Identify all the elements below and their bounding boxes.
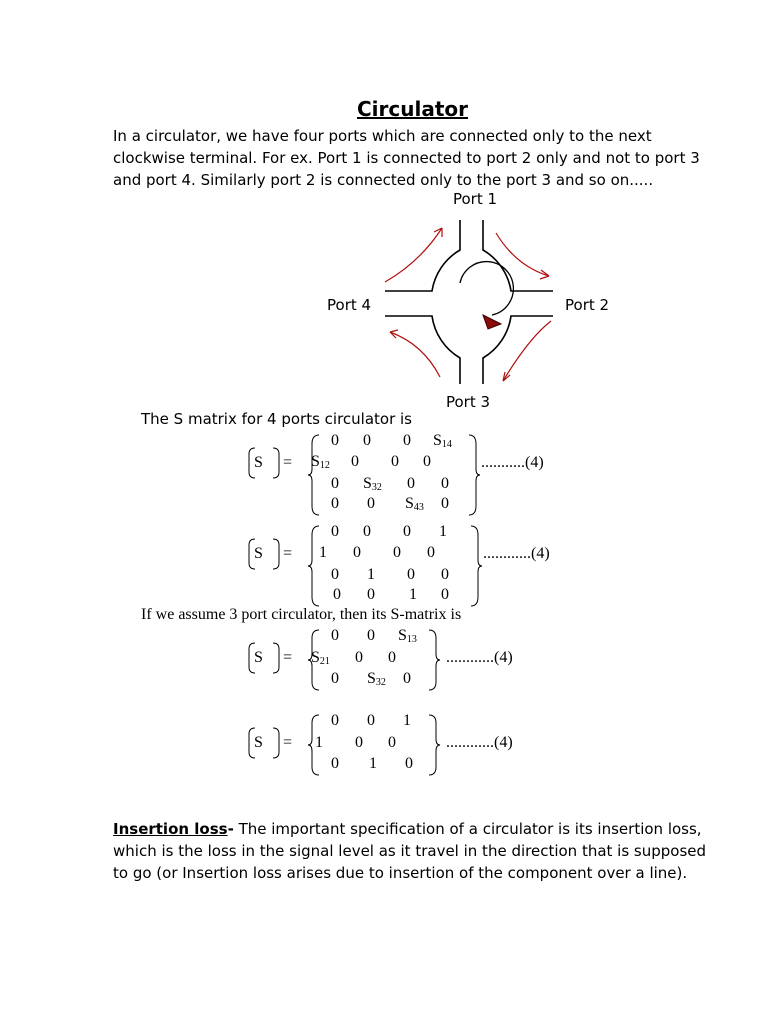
m4-cell: 0 <box>405 755 413 772</box>
m2-cell: 0 <box>393 544 401 561</box>
m4-cell: 1 <box>403 712 411 729</box>
m3-cell: 0 <box>403 670 411 687</box>
m2-cell: 0 <box>331 566 339 583</box>
m3-cell: $S_{13}$ <box>398 627 417 645</box>
insertion-loss-heading: Insertion loss <box>113 820 228 838</box>
insertion-loss-paragraph <box>113 818 713 884</box>
equals-sign: = <box>283 545 293 562</box>
equation-number: ............(4) <box>446 734 513 751</box>
m2-cell: 0 <box>333 586 341 603</box>
m2-cell: 0 <box>407 566 415 583</box>
three-port-intro: If we assume 3 port circulator, then its S-matrix is <box>141 606 462 623</box>
page-title: Circulator <box>356 97 468 121</box>
m2-cell: 1 <box>367 566 375 583</box>
m2-cell: 0 <box>403 523 411 540</box>
m3-cell: 0 <box>388 649 396 666</box>
m1-cell: 0 <box>407 475 415 492</box>
equals-sign: = <box>283 649 293 666</box>
m4-cell: 1 <box>315 734 323 751</box>
matrix-3port-values <box>245 712 545 776</box>
port-1-label: Port 1 <box>452 190 498 208</box>
m4-cell: 0 <box>388 734 396 751</box>
m1-cell: $S_{14}$ <box>433 432 452 450</box>
port-4-label: Port 4 <box>327 296 372 314</box>
m4-cell: 0 <box>367 712 375 729</box>
m2-cell: 1 <box>439 523 447 540</box>
m1-cell: 0 <box>363 432 371 449</box>
port-3-label: Port 3 <box>445 393 491 411</box>
m2-cell: 0 <box>441 586 449 603</box>
matrix-4port-general <box>245 432 585 516</box>
m3-cell: $S_{32}$ <box>367 670 386 688</box>
m4-cell: 0 <box>331 755 339 772</box>
matrix-lhs: S <box>254 545 263 562</box>
m1-cell: 0 <box>441 475 449 492</box>
m4-cell: 1 <box>369 755 377 772</box>
port-2-label: Port 2 <box>565 296 610 314</box>
m4-cell: 0 <box>331 712 339 729</box>
equation-number: ...........(4) <box>481 454 544 471</box>
insertion-loss-dash: - <box>227 820 234 838</box>
m1-cell: 0 <box>391 453 399 470</box>
m2-cell: 1 <box>319 544 327 561</box>
m3-cell: 0 <box>355 649 363 666</box>
m3-cell: $S_{21}$ <box>311 649 330 667</box>
m2-cell: 0 <box>331 523 339 540</box>
m1-cell: 0 <box>367 495 375 512</box>
m3-cell: 0 <box>331 670 339 687</box>
insertion-loss-text: The important specification of a circulator is its insertion loss, which is the loss in the signal level as it travel in the direction that is supposed to go (or Insertion loss arises due to insertion of the component over a line). <box>113 820 707 882</box>
intro-paragraph: In a circulator, we have four ports which are connected only to the next clockwise terminal. For ex. Port 1 is connected to port 2 only and not to port 3 and port 4. Similarly port 2 is connected only to the port 3 and so on..... <box>113 127 700 189</box>
m1-cell: $S_{12}$ <box>311 453 330 471</box>
m2-cell: 0 <box>427 544 435 561</box>
m1-cell: 0 <box>441 495 449 512</box>
m2-cell: 0 <box>363 523 371 540</box>
matrix-3port-general <box>245 627 545 691</box>
equation-number: ............(4) <box>446 649 513 666</box>
m3-cell: 0 <box>331 627 339 644</box>
smatrix-intro: The S matrix for 4 ports circulator is <box>141 410 412 428</box>
m1-cell: 0 <box>331 475 339 492</box>
equals-sign: = <box>283 734 293 751</box>
circulator-diagram <box>320 188 620 414</box>
m2-cell: 0 <box>353 544 361 561</box>
m1-cell: 0 <box>403 432 411 449</box>
m2-cell: 1 <box>409 586 417 603</box>
m1-cell: 0 <box>331 495 339 512</box>
m1-cell: 0 <box>351 453 359 470</box>
m1-cell: $S_{43}$ <box>405 495 424 513</box>
m1-cell: 0 <box>331 432 339 449</box>
m4-cell: 0 <box>355 734 363 751</box>
m2-cell: 0 <box>367 586 375 603</box>
m1-cell: $S_{32}$ <box>363 475 382 493</box>
m2-cell: 0 <box>441 566 449 583</box>
m1-cell: 0 <box>423 453 431 470</box>
matrix-lhs: S <box>254 734 263 751</box>
matrix-4port-values <box>245 523 585 607</box>
matrix-lhs: S <box>254 649 263 666</box>
matrix-lhs: S <box>254 454 263 471</box>
equals-sign: = <box>283 454 293 471</box>
equation-number: ............(4) <box>483 545 550 562</box>
m3-cell: 0 <box>367 627 375 644</box>
